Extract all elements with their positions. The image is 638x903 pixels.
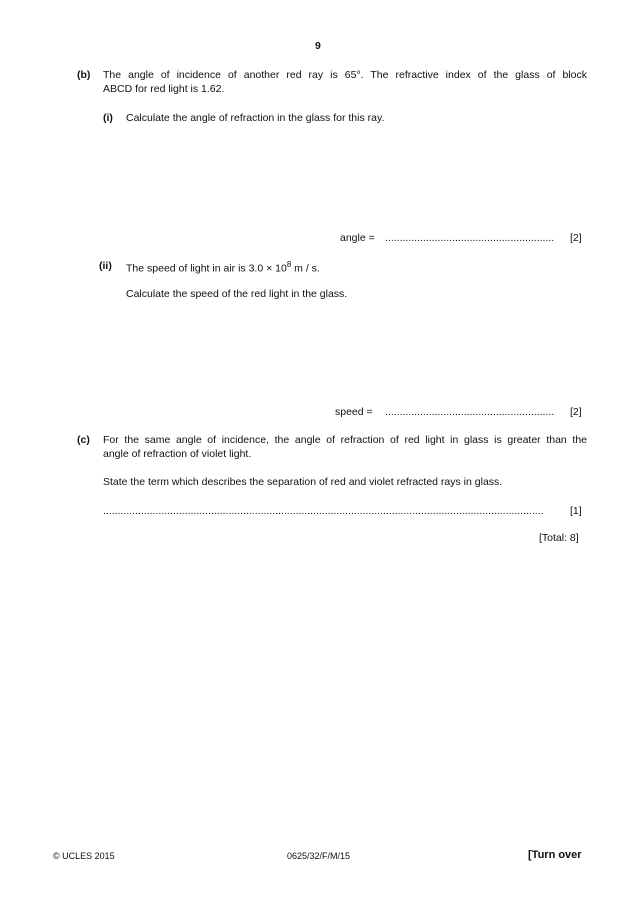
footer-turn-over: [Turn over: [528, 849, 582, 861]
total-marks: [Total: 8]: [539, 532, 579, 544]
speed-answer-line[interactable]: ..........................................................: [385, 406, 555, 418]
footer-code: 0625/32/F/M/15: [287, 851, 351, 861]
speed-answer-label: speed =: [335, 406, 373, 418]
part-c-text-line1: For the same angle of incidence, the angle of refraction of red light in glass is greater than the: [103, 434, 587, 446]
sub-ii-text-pre: The speed of light in air is 3.0 × 10: [126, 262, 287, 275]
sub-ii-text2: Calculate the speed of the red light in the glass.: [126, 288, 348, 300]
part-b-text-line1: The angle of incidence of another red ray is 65°. The refractive index of the glass of block: [103, 69, 587, 81]
part-b-text-line2: ABCD for red light is 1.62.: [103, 83, 225, 95]
page-number: 9: [315, 40, 321, 52]
part-c-text-line3: State the term which describes the separation of red and violet refracted rays in glass.: [103, 476, 503, 488]
speed-marks: [2]: [570, 406, 582, 418]
footer-copyright: © UCLES 2015: [53, 851, 115, 861]
term-answer-line[interactable]: .......................................................................................................................................................: [103, 505, 544, 517]
sub-ii-text: [126, 260, 320, 275]
sub-ii-label: (ii): [99, 260, 112, 272]
angle-answer-line[interactable]: ..........................................................: [385, 232, 555, 244]
angle-marks: [2]: [570, 232, 582, 244]
term-marks: [1]: [570, 505, 582, 517]
part-b-label: (b): [77, 69, 91, 81]
sub-i-label: (i): [103, 112, 113, 124]
angle-answer-label: angle =: [340, 232, 375, 244]
part-c-label: (c): [77, 434, 90, 446]
sub-ii-text-post: m / s.: [291, 262, 320, 275]
sub-ii-text-exponent: 8: [286, 260, 292, 269]
sub-i-text: Calculate the angle of refraction in the glass for this ray.: [126, 112, 385, 124]
part-c-text-line2: angle of refraction of violet light.: [103, 448, 252, 460]
